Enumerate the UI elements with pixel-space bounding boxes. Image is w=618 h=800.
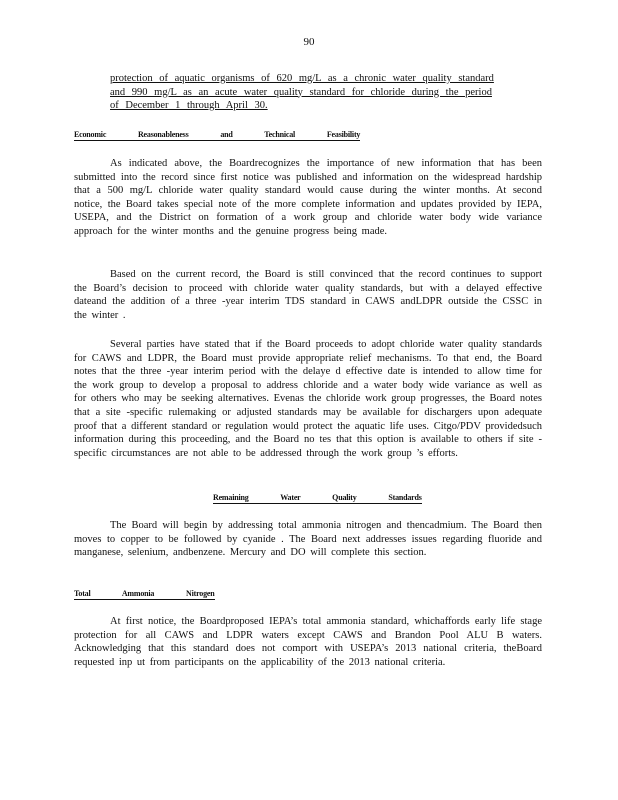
section-heading-remaining-standards: Remaining Water Quality Standards [213, 493, 422, 502]
section-heading-total-ammonia-nitrogen: Total Ammonia Nitrogen [74, 589, 215, 598]
quoted-standard-text: protection of aquatic organisms of 620 mg/L as a chronic water quality standard and 990 mg/L as an acute water quality standard for chloride during the period of December 1 through April 30. [110, 73, 494, 111]
section-heading-economic-reasonableness: Economic Reasonableness and Technical Feasibility [74, 130, 361, 139]
paragraph-economic-1: As indicated above, the Boardrecognizes the importance of new information that has been submitted into the record since first notice was published and information on the widespread hardship that a 500 mg/L chloride water quality standard would cause during the winter months. At second notice, the Board takes special note of the more complete information and updates provided by IEPA, USEPA, and the District on formation of a work group and chloride water body wide variance approach for the winter months and the genuine progress being made. [74, 158, 542, 237]
paragraph-total-ammonia: At first notice, the Boardproposed IEPA’s total ammonia standard, whichaffords early life stage protection for all CAWS and LDPR waters except CAWS and Brandon Pool ALU B waters. Acknowledging that this standard does not comport with USEPA’s 2013 national criteria, theBoard requested inp ut from participants on the applicability of the 2013 national criteria. [74, 616, 542, 668]
paragraph-economic-3: Several parties have stated that if the Board proceeds to adopt chloride water quality standards for CAWS and LDPR, the Board must provide appropriate relief mechanisms. To that end, the Board notes that the three -year interim period with the delaye d effective date is intended to allow time for the work group to develop a proposal to address chloride and a water body wide variance as well as for others who may be seeking alternatives. Evenas the chloride work group progresses, the Board notes that a site -specific rulemaking or adjusted standards may be available for dischargers upon adequate proof that a different standard or regulation would protect the aquatic life uses. Citgo/PDV providedsuch information during this proceeding, and the Board no tes that this option is available to others if site -specific circumstances are not able to be addressed through the work group ’s efforts. [74, 339, 542, 459]
paragraph-remaining-standards: The Board will begin by addressing total ammonia nitrogen and thencadmium. The Board then moves to copper to be followed by cyanide . The Board next addresses issues regarding fluoride and manganese, selenium, andbenzene. Mercury and DO will complete this section. [74, 520, 542, 559]
paragraph-economic-2: Based on the current record, the Board is still convinced that the record continues to support the Board’s decision to proceed with chloride water quality standards, but with a delayed effective dateand the addition of a three -year interim TDS standard in CAWS andLDPR outside the CSSC in the winter . [74, 269, 542, 321]
page-number: 90 [303, 36, 315, 48]
